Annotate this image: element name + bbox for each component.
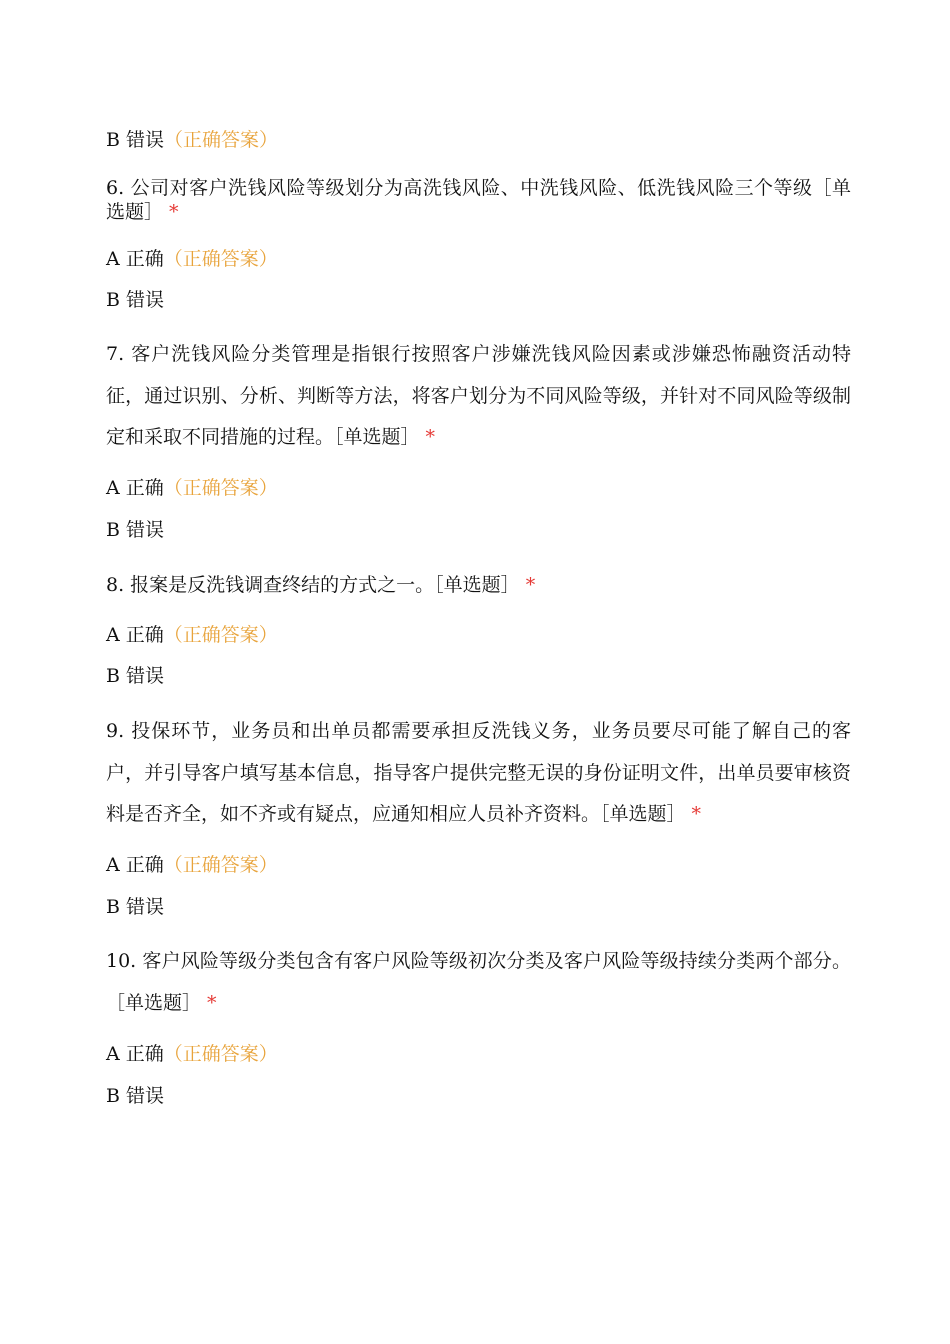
question-type: ［单选题］ xyxy=(600,803,686,825)
required-star: * xyxy=(525,574,536,596)
q7-option-a[interactable] xyxy=(106,474,851,502)
question-6 xyxy=(106,176,851,224)
option-label: B 错误 xyxy=(106,896,165,918)
required-star: * xyxy=(425,426,436,448)
option-label: B 错误 xyxy=(106,665,165,687)
correct-answer-tag: （正确答案） xyxy=(163,1043,278,1065)
question-9 xyxy=(106,711,851,836)
question-type: ［单选题］ xyxy=(334,426,420,448)
option-label: B 错误 xyxy=(106,1085,165,1107)
q10-option-b[interactable] xyxy=(106,1082,851,1110)
question-text: 6. 公司对客户洗钱风险等级划分为高洗钱风险、中洗钱风险、低洗钱风险三个等级 xyxy=(106,177,813,199)
required-star: * xyxy=(207,991,217,1014)
correct-answer-tag: （正确答案） xyxy=(163,854,278,876)
q9-option-a[interactable] xyxy=(106,851,851,879)
q6-option-b[interactable] xyxy=(106,286,851,314)
required-star: * xyxy=(169,201,179,223)
option-label: A 正确 xyxy=(106,1043,164,1065)
question-7 xyxy=(106,334,851,459)
option-top-b xyxy=(106,126,851,154)
q8-option-a[interactable] xyxy=(106,621,851,649)
question-text: 10. 客户风险等级分类包含有客户风险等级初次分类及客户风险等级持续分类两个部分。 xyxy=(106,950,851,972)
option-label: A 正确 xyxy=(106,248,164,270)
correct-answer-tag: （正确答案） xyxy=(163,248,278,270)
option-label: A 正确 xyxy=(106,477,164,499)
q9-option-b[interactable] xyxy=(106,893,851,921)
required-star: * xyxy=(691,803,702,825)
question-type: ［单选题］ xyxy=(434,574,520,596)
question-type: ［单选题］ xyxy=(106,177,851,223)
option-label: A 正确 xyxy=(106,854,164,876)
q7-option-b[interactable] xyxy=(106,516,851,544)
question-text: 9. 投保环节，业务员和出单员都需要承担反洗钱义务，业务员要尽可能了解自己的客户，并引导客户填写基本信息，指导客户提供完整无误的身份证明文件，出单员要审核资料是否齐全，如不齐或有疑点，应通知相应人员补齐资料。 xyxy=(106,720,851,825)
option-label: B 错误 xyxy=(106,519,165,541)
question-type: ［单选题］ xyxy=(106,991,202,1014)
question-8 xyxy=(106,571,851,599)
q8-option-b[interactable] xyxy=(106,662,851,690)
option-label: A 正确 xyxy=(106,624,164,646)
correct-answer-tag: （正确答案） xyxy=(163,624,278,646)
question-text: 7. 客户洗钱风险分类管理是指银行按照客户涉嫌洗钱风险因素或涉嫌恐怖融资活动特征，通过识别、分析、判断等方法，将客户划分为不同风险等级，并针对不同风险等级制定和采取不同措施的过程。 xyxy=(106,343,851,448)
correct-answer-tag: （正确答案） xyxy=(164,129,279,151)
q6-option-a[interactable] xyxy=(106,245,851,273)
question-10 xyxy=(106,941,851,1024)
q10-option-a[interactable] xyxy=(106,1040,851,1068)
option-label: B 错误 xyxy=(106,129,165,151)
correct-answer-tag: （正确答案） xyxy=(163,477,278,499)
question-text: 8. 报案是反洗钱调查终结的方式之一。 xyxy=(106,574,435,596)
option-label: B 错误 xyxy=(106,289,165,311)
